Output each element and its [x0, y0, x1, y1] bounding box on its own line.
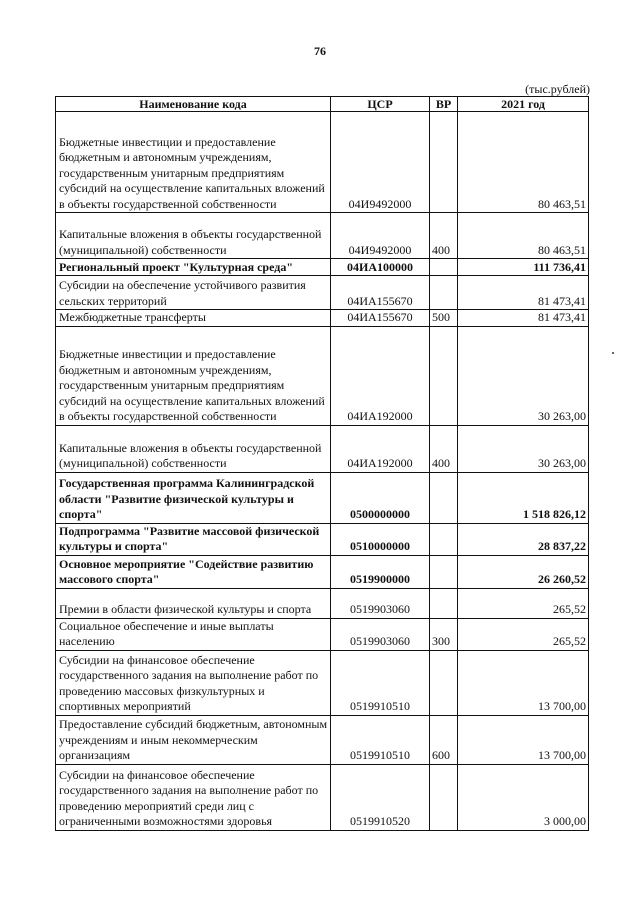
row-csr: 0510000000 — [331, 523, 430, 555]
row-amount: 3 000,00 — [458, 764, 589, 830]
row-csr: 0519910520 — [331, 764, 430, 830]
row-vr — [430, 276, 458, 310]
row-csr: 0519910510 — [331, 650, 430, 715]
row-name: Государственная программа Калининградской области "Развитие физической культуры и спорта" — [56, 472, 331, 523]
row-csr: 0519900000 — [331, 555, 430, 588]
row-csr: 0519910510 — [331, 715, 430, 764]
row-csr: 04ИА155670 — [331, 276, 430, 310]
budget-table — [55, 96, 589, 831]
row-amount: 1 518 826,12 — [458, 472, 589, 523]
row-amount: 13 700,00 — [458, 715, 589, 764]
table-row — [56, 326, 589, 425]
table-row — [56, 588, 589, 618]
row-name: Премии в области физической культуры и спорта — [56, 588, 331, 618]
row-name: Подпрограмма "Развитие массовой физической культуры и спорта" — [56, 523, 331, 555]
row-name: Субсидии на обеспечение устойчивого развития сельских территорий — [56, 276, 331, 310]
row-csr: 0519903060 — [331, 588, 430, 618]
row-name: Социальное обеспечение и иные выплаты населению — [56, 618, 331, 650]
row-vr — [430, 326, 458, 425]
row-amount: 265,52 — [458, 618, 589, 650]
row-csr: 04ИА192000 — [331, 326, 430, 425]
table-row — [56, 764, 589, 830]
row-amount: 81 473,41 — [458, 310, 589, 327]
row-amount: 265,52 — [458, 588, 589, 618]
header-csr: ЦСР — [331, 97, 430, 112]
row-name: Предоставление субсидий бюджетным, автономным учреждениям и иным некоммерческим организациям — [56, 715, 331, 764]
header-name: Наименование кода — [56, 97, 331, 112]
row-vr — [430, 764, 458, 830]
table-row — [56, 112, 589, 213]
table-row — [56, 555, 589, 588]
table-row — [56, 259, 589, 276]
row-csr: 04И9492000 — [331, 112, 430, 213]
table-row — [56, 276, 589, 310]
row-csr: 0500000000 — [331, 472, 430, 523]
row-amount: 80 463,51 — [458, 213, 589, 259]
row-vr — [430, 650, 458, 715]
table-row — [56, 618, 589, 650]
row-name: Бюджетные инвестиции и предоставление бюджетным и автономным учреждениям, государственным унитарным предприятиям субсидий на осуществление капитальных вложений в объекты государственной собственности — [56, 326, 331, 425]
row-vr: 500 — [430, 310, 458, 327]
row-vr — [430, 472, 458, 523]
header-vr: ВР — [430, 97, 458, 112]
row-vr: 400 — [430, 213, 458, 259]
row-csr: 04И9492000 — [331, 213, 430, 259]
row-name: Межбюджетные трансферты — [56, 310, 331, 327]
table-row — [56, 310, 589, 327]
row-vr — [430, 523, 458, 555]
row-amount: 111 736,41 — [458, 259, 589, 276]
row-csr: 0519903060 — [331, 618, 430, 650]
table-row — [56, 715, 589, 764]
row-vr — [430, 588, 458, 618]
scan-speck — [612, 352, 614, 354]
row-name: Субсидии на финансовое обеспечение государственного задания на выполнение работ по проведению массовых физкультурных и спортивных мероприятий — [56, 650, 331, 715]
row-vr: 600 — [430, 715, 458, 764]
table-row — [56, 425, 589, 472]
row-vr — [430, 555, 458, 588]
row-name: Бюджетные инвестиции и предоставление бюджетным и автономным учреждениям, государственным унитарным предприятиям субсидий на осуществление капитальных вложений в объекты государственной собственности — [56, 112, 331, 213]
table-row — [56, 523, 589, 555]
header-year: 2021 год — [458, 97, 589, 112]
row-name: Субсидии на финансовое обеспечение государственного задания на выполнение работ по проведению мероприятий среди лиц с ограниченными возможностями здоровья — [56, 764, 331, 830]
row-amount: 26 260,52 — [458, 555, 589, 588]
row-vr: 300 — [430, 618, 458, 650]
row-vr — [430, 259, 458, 276]
table-row — [56, 650, 589, 715]
row-vr — [430, 112, 458, 213]
row-csr: 04ИА192000 — [331, 425, 430, 472]
unit-label: (тыс.рублей) — [525, 82, 590, 96]
row-amount: 80 463,51 — [458, 112, 589, 213]
row-amount: 13 700,00 — [458, 650, 589, 715]
row-vr: 400 — [430, 425, 458, 472]
page-number: 76 — [314, 44, 326, 58]
row-name: Капитальные вложения в объекты государственной (муниципальной) собственности — [56, 213, 331, 259]
row-name: Капитальные вложения в объекты государственной (муниципальной) собственности — [56, 425, 331, 472]
row-amount: 28 837,22 — [458, 523, 589, 555]
row-name: Региональный проект "Культурная среда" — [56, 259, 331, 276]
row-amount: 30 263,00 — [458, 326, 589, 425]
row-name: Основное мероприятие "Содействие развитию массового спорта" — [56, 555, 331, 588]
row-amount: 81 473,41 — [458, 276, 589, 310]
table-row — [56, 213, 589, 259]
row-amount: 30 263,00 — [458, 425, 589, 472]
table-header-row — [56, 97, 589, 112]
row-csr: 04ИА155670 — [331, 310, 430, 327]
table-row — [56, 472, 589, 523]
row-csr: 04ИА100000 — [331, 259, 430, 276]
